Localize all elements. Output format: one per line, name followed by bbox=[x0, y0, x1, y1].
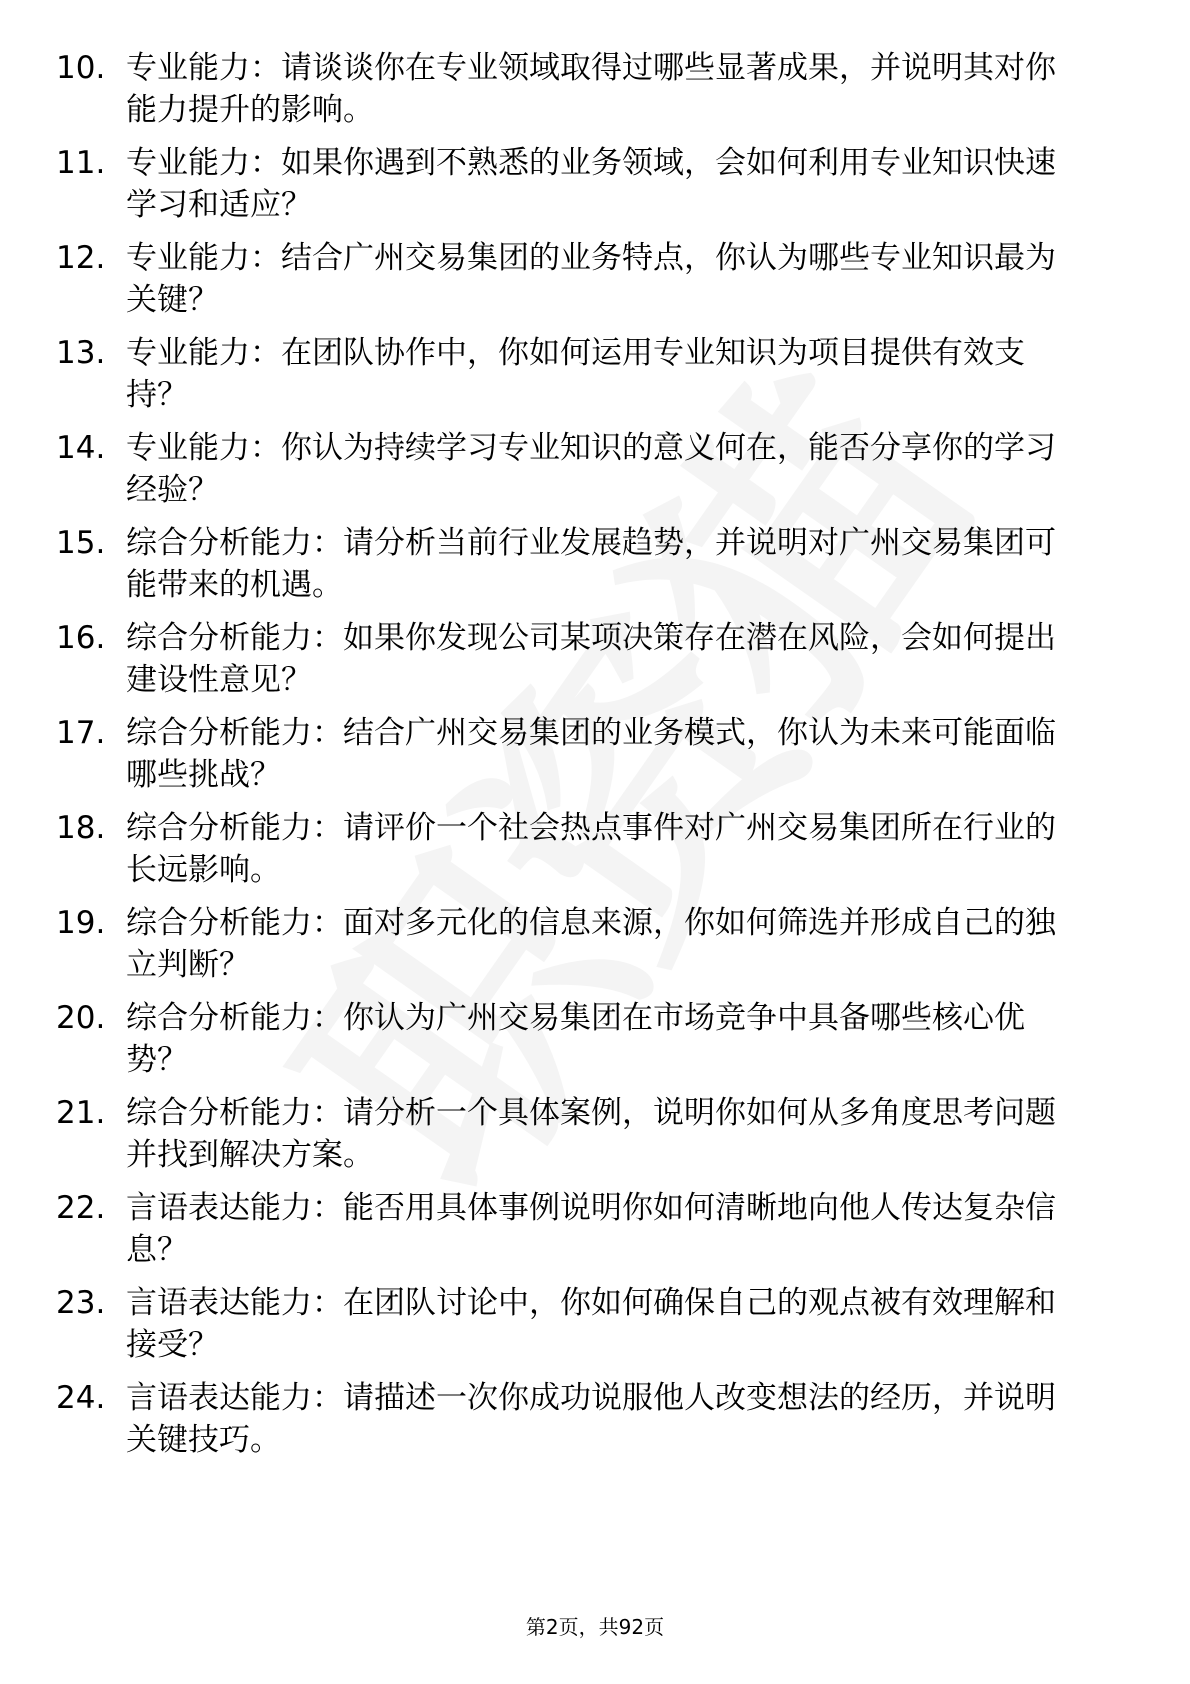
question-text: 专业能力：请谈谈你在专业领域取得过哪些显著成果，并说明其对你能力提升的影响。 bbox=[126, 50, 1056, 128]
question-text: 综合分析能力：请评价一个社会热点事件对广州交易集团所在行业的长远影响。 bbox=[126, 810, 1056, 888]
question-list bbox=[56, 47, 1136, 1472]
question-number: 20. bbox=[56, 1000, 106, 1036]
question-text: 专业能力：在团队协作中，你如何运用专业知识为项目提供有效支持？ bbox=[126, 335, 1025, 413]
question-item-17 bbox=[56, 712, 1136, 796]
question-text: 专业能力：结合广州交易集团的业务特点，你认为哪些专业知识最为关键？ bbox=[126, 240, 1056, 318]
question-number: 17. bbox=[56, 715, 106, 751]
question-item-15 bbox=[56, 522, 1136, 606]
question-number: 23. bbox=[56, 1285, 106, 1321]
page-footer: 第2页，共92页 bbox=[525, 1615, 665, 1639]
question-text: 言语表达能力：请描述一次你成功说服他人改变想法的经历，并说明关键技巧。 bbox=[126, 1380, 1056, 1458]
question-item-21 bbox=[56, 1092, 1136, 1176]
question-item-23 bbox=[56, 1282, 1136, 1366]
question-number: 18. bbox=[56, 810, 106, 846]
question-text: 综合分析能力：请分析一个具体案例，说明你如何从多角度思考问题并找到解决方案。 bbox=[126, 1095, 1056, 1173]
question-text: 综合分析能力：面对多元化的信息来源，你如何筛选并形成自己的独立判断？ bbox=[126, 905, 1056, 983]
question-item-11 bbox=[56, 142, 1136, 226]
question-number: 24. bbox=[56, 1380, 106, 1416]
question-number: 10. bbox=[56, 50, 106, 86]
question-item-18 bbox=[56, 807, 1136, 891]
question-text: 言语表达能力：在团队讨论中，你如何确保自己的观点被有效理解和接受？ bbox=[126, 1285, 1056, 1363]
question-number: 11. bbox=[56, 145, 106, 181]
question-item-24 bbox=[56, 1377, 1136, 1461]
question-item-13 bbox=[56, 332, 1136, 416]
question-number: 21. bbox=[56, 1095, 106, 1131]
question-item-14 bbox=[56, 427, 1136, 511]
question-item-20 bbox=[56, 997, 1136, 1081]
question-number: 14. bbox=[56, 430, 106, 466]
question-text: 专业能力：你认为持续学习专业知识的意义何在，能否分享你的学习经验？ bbox=[126, 430, 1056, 508]
question-text: 综合分析能力：请分析当前行业发展趋势，并说明对广州交易集团可能带来的机遇。 bbox=[126, 525, 1056, 603]
question-item-10 bbox=[56, 47, 1136, 131]
question-number: 19. bbox=[56, 905, 106, 941]
question-number: 15. bbox=[56, 525, 106, 561]
question-text: 专业能力：如果你遇到不熟悉的业务领域，会如何利用专业知识快速学习和适应？ bbox=[126, 145, 1056, 223]
question-text: 综合分析能力：你认为广州交易集团在市场竞争中具备哪些核心优势？ bbox=[126, 1000, 1025, 1078]
question-item-12 bbox=[56, 237, 1136, 321]
question-number: 13. bbox=[56, 335, 106, 371]
question-item-19 bbox=[56, 902, 1136, 986]
question-item-22 bbox=[56, 1187, 1136, 1271]
question-item-16 bbox=[56, 617, 1136, 701]
question-text: 言语表达能力：能否用具体事例说明你如何清晰地向他人传达复杂信息？ bbox=[126, 1190, 1056, 1268]
question-number: 22. bbox=[56, 1190, 106, 1226]
question-text: 综合分析能力：如果你发现公司某项决策存在潜在风险，会如何提出建设性意见？ bbox=[126, 620, 1056, 698]
question-text: 综合分析能力：结合广州交易集团的业务模式，你认为未来可能面临哪些挑战？ bbox=[126, 715, 1056, 793]
question-number: 12. bbox=[56, 240, 106, 276]
question-number: 16. bbox=[56, 620, 106, 656]
